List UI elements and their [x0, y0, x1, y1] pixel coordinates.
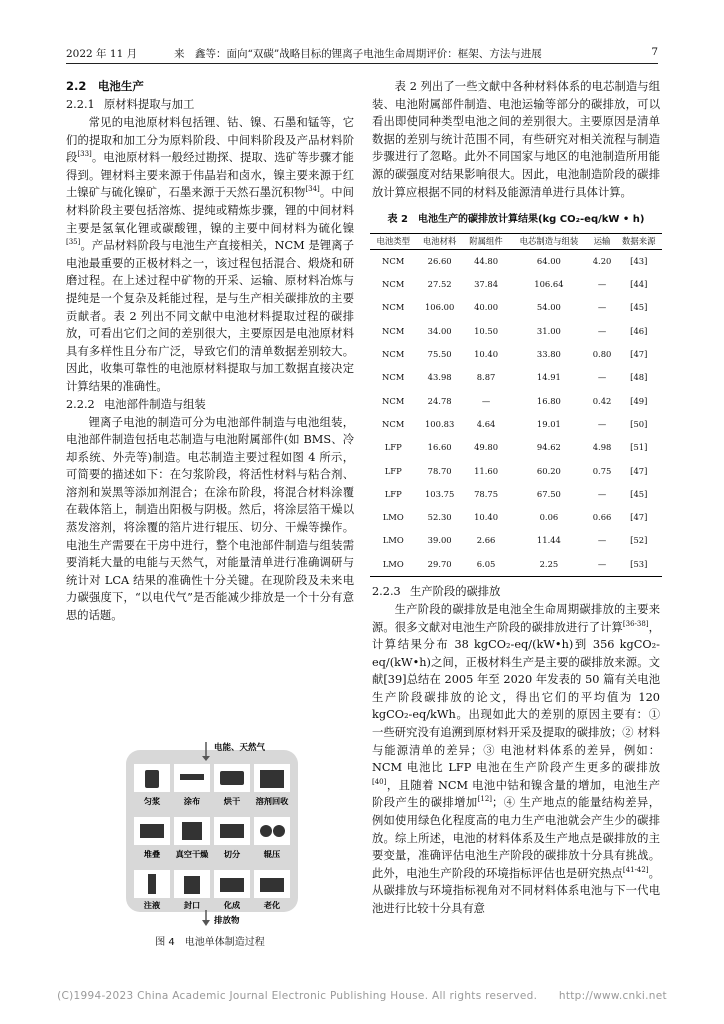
table-cell: 37.84 — [474, 279, 499, 290]
text-run: 。产品材料阶段与电池生产直接相关，NCM 是锂离子电池最重要的正极材料之一，该过程包括混合、煅烧和研磨过程。在上述过程中矿物的开采、运输、原材料冶炼与提纯是一个复杂及耗能过程，是与生产相关碳排放的主要贡献者。表 2 列出不同文献中电池材料提取过程的碳排放，可看出它们之间的差别很大，主要原因是电池原材料具有多样性且分布广泛，导致它们的清单数据差别较大。因此，收集可靠性的电池原材料提取与加工数据直接决定计算结果的准确性。 — [66, 239, 354, 393]
coater-icon — [180, 774, 204, 780]
table-cell: NCM — [382, 302, 405, 313]
citation: [33] — [77, 150, 92, 159]
sealer-icon — [184, 876, 200, 894]
running-header — [66, 46, 658, 62]
table-cell: 0.80 — [592, 349, 612, 360]
table-cell: — — [597, 279, 607, 290]
table-cell: 24.78 — [427, 395, 452, 406]
step-label: 老化 — [263, 900, 281, 910]
subsection-heading-2 — [66, 396, 354, 414]
column-header: 电池材料 — [416, 233, 462, 249]
vacuum-oven-icon — [182, 822, 202, 840]
paragraph-raw-materials — [66, 114, 354, 396]
table-cell: [51] — [630, 442, 648, 453]
citation: [12] — [477, 795, 493, 804]
column-header: 数据来源 — [616, 233, 662, 249]
table-cell: [45] — [630, 488, 648, 499]
subsection-number-3: 2.2.3 — [372, 584, 401, 598]
table-cell: [47] — [630, 512, 648, 523]
table-cell: 0.75 — [592, 465, 612, 476]
step-label: 化成 — [223, 900, 241, 910]
section-heading — [66, 78, 354, 96]
table-cell: [45] — [630, 302, 648, 313]
table-cell: 6.05 — [463, 553, 509, 577]
table-cell: — — [597, 488, 607, 499]
step-label: 辊压 — [263, 849, 281, 859]
table-cell: 33.80 — [536, 349, 561, 360]
table-cell: 29.70 — [416, 553, 462, 577]
table-row — [370, 483, 662, 506]
table-cell: 78.70 — [427, 465, 452, 476]
table-row — [370, 343, 662, 366]
left-column — [66, 78, 354, 625]
table-row — [370, 296, 662, 319]
table-cell: 0.66 — [592, 512, 612, 523]
copyright-footer: (C)1994-2023 China Academic Journal Electronic Publishing House. All rights reserved. http://www.cnki.net — [57, 990, 667, 1002]
table-cell: — — [597, 535, 607, 546]
text-run: 。中间材料阶段主要包括溶炼、提纯或精炼步骤，锂的中间材料主要是氢氧化锂或碳酸锂，镍的主要中间材料为硫化镍 — [66, 186, 354, 235]
table-cell: 103.75 — [424, 488, 455, 499]
table-cell: NCM — [382, 325, 405, 336]
step-label: 匀浆 — [143, 796, 161, 806]
citation: [36-38] — [622, 619, 649, 628]
table-cell: 31.00 — [536, 325, 561, 336]
table-cell: [49] — [630, 395, 648, 406]
citation: [41-42] — [622, 866, 649, 875]
section-number: 2.2 — [66, 79, 87, 93]
table-cell: 54.00 — [536, 302, 561, 313]
table-row — [370, 413, 662, 436]
formation-rack-icon — [220, 878, 244, 892]
table-cell: 106.64 — [534, 279, 564, 290]
table-cell: 16.80 — [536, 395, 561, 406]
table-cell: 4.98 — [592, 442, 612, 453]
table-cell: 10.50 — [474, 325, 499, 336]
subsection-number-2: 2.2.2 — [66, 397, 95, 411]
citation: [34] — [305, 185, 320, 194]
table-cell: 34.00 — [427, 325, 452, 336]
table-cell: 0.06 — [539, 512, 559, 523]
roller-icon — [273, 825, 285, 837]
table-cell: 78.75 — [474, 488, 499, 499]
table-cell: NCM — [382, 395, 405, 406]
table-cell: 94.62 — [536, 442, 561, 453]
table-cell: 11.60 — [474, 465, 499, 476]
section-title: 电池生产 — [97, 79, 144, 93]
table-cell: 40.00 — [474, 302, 499, 313]
step-label: 烘干 — [223, 796, 241, 806]
table-cell: 43.98 — [427, 372, 452, 383]
mixer-icon — [145, 770, 159, 788]
table-cell: NCM — [382, 255, 405, 266]
paragraph-manufacturing: 锂离子电池的制造可分为电池部件制造与电池组装，电池部件制造包括电芯制造与电池附属部件(如 BMS、冷却系统、外壳等)制造。电芯制造主要过程如图 4 所示，可简要的描述如下：在匀浆阶段，将活性材料与粘合剂、溶剂和炭黑等添加剂混合；在涂布阶段，将混合材料涂覆在载体箔上，制造出阳极与阴极。然后，将涂层箔干燥以蒸发溶剂，将涂覆的箔片进行辊压、切分、干燥等操作。电池生产需要在干房中进行，整个电池部件制造与组装需要消耗大量的电能与天然气，对能量清单进行准确调研与统计对 LCA 结果的准确性十分关键。在现阶段及未来电力碳强度下，“以电代气”是否能减少排放是一个十分有意思的话题。 — [66, 415, 354, 623]
table-cell: 2.66 — [476, 535, 496, 546]
cell-manufacturing-figure — [120, 742, 302, 926]
roller-icon — [260, 825, 272, 837]
table-cell: 49.80 — [474, 442, 499, 453]
table-cell: NCM — [382, 279, 405, 290]
table-row — [370, 366, 662, 389]
text-run: ，且随着 NCM 电池中钴和镍含量的增加，电池生产阶段产生的碳排增加 — [372, 778, 660, 810]
table-cell: LFP — [384, 442, 402, 453]
table-cell: — — [589, 553, 616, 577]
column-header: 运输 — [589, 233, 616, 249]
table-row — [370, 436, 662, 459]
oven-icon — [220, 771, 244, 785]
table-cell: NCM — [382, 349, 405, 360]
paragraph-table-intro: 表 2 列出了一些文献中各种材料体系的电芯制造与组装、电池附属部件制造、电池运输等部分的碳排放，可以看出即使同种类型电池之间的差别很大。主要原因是清单数据的差别与统计范围不同，有些研究对相关流程与制造步骤进行了忽略。此外不同国家与地区的电池制造所用能源的碳强度对结果影响很大。因此，电池制造阶段的碳排放计算应根据不同的材料及能源清单进行具体计算。 — [372, 80, 660, 199]
table-cell: NCM — [382, 372, 405, 383]
table-row — [370, 320, 662, 343]
text-run: 常见的电池原材料包括锂、钴、镍、石墨和锰等，它们的提取和加工分为原料阶段、中间料阶段及产品材料阶段 — [66, 116, 354, 165]
stack-icon — [140, 824, 164, 838]
table-cell: 10.40 — [474, 349, 499, 360]
table-cell: [50] — [630, 418, 648, 429]
table-cell: 44.80 — [474, 255, 499, 266]
table-cell: NCM — [382, 418, 405, 429]
step-label: 堆叠 — [143, 849, 161, 859]
subsection-title-2: 电池部件制造与组装 — [104, 397, 206, 411]
table-cell: [46] — [630, 325, 648, 336]
table-cell: [47] — [630, 465, 648, 476]
table-cell: [47] — [630, 349, 648, 360]
filling-nozzle-icon — [148, 874, 156, 894]
step-label: 注液 — [143, 900, 161, 910]
table-row — [370, 249, 662, 273]
table-cell: — — [481, 395, 491, 406]
subsection-number-1: 2.2.1 — [66, 98, 95, 111]
output-arrowhead — [202, 920, 210, 926]
table-cell: [53] — [616, 553, 662, 577]
table-cell: — — [597, 302, 607, 313]
subsection-heading-3 — [372, 583, 660, 601]
table-caption: 表 2 电池生产的碳排放计算结果(kg CO₂-eq/kW • h) — [387, 214, 645, 226]
table-cell: [43] — [630, 255, 648, 266]
table-cell: 26.60 — [427, 255, 452, 266]
recovery-unit-icon — [260, 770, 284, 788]
text-run: ，计算结果分布 38 kgCO₂-eq/(kW•h)到 356 kgCO₂-eq/(kW•h)之间，正极材料生产是主要的碳排放来源。文献[39]总结在 2005 年至 2020 年发表的 50 篇有关电池生产阶段碳排放的论文，得出它们的平均值为 120 kgCO₂-eq/kWh。出现如此大的差别的原因主要有：① 一些研究没有追溯到原材料开采及提取的碳排放；② 材料与能源清单的差异；③ 电池材料体系的差异，例如：NCM 电池比 LFP 电池在生产阶段产生更多的碳排放 — [372, 620, 660, 775]
table-cell: 60.20 — [536, 465, 561, 476]
table-row — [370, 506, 662, 529]
table-cell: — — [597, 325, 607, 336]
table-cell: 4.64 — [476, 418, 496, 429]
step-label: 溶剂回收 — [255, 796, 289, 806]
page-number: 7 — [651, 46, 658, 58]
emissions-table — [370, 233, 662, 577]
text-run: ；④ 生产地点的能量结构差异，例如使用绿色化程度高的电力生产电池就会产生少的碳排放。综上所述，电池的材料体系及生产地点是碳排放的主要变量，准确评估电池生产阶段的碳排放十分具有挑战。此外，电池生产阶段的环境指标评估也是研究热点 — [372, 796, 660, 880]
header-date: 2022 年 11 月 — [66, 48, 138, 60]
citation: [35] — [66, 238, 81, 247]
table-cell: 2.25 — [509, 553, 588, 577]
table-cell: 75.50 — [427, 349, 452, 360]
input-label: 电能、天然气 — [214, 743, 266, 753]
table-cell: [44] — [630, 279, 648, 290]
table-cell: 67.50 — [536, 488, 561, 499]
step-label: 切分 — [223, 849, 241, 859]
header-title: 来 鑫等：面向“双碳”战略目标的锂离子电池生命周期评价：框架、方法与进展 — [174, 48, 542, 60]
slitter-icon — [220, 824, 244, 838]
table-cell: 106.00 — [424, 302, 455, 313]
step-label: 涂布 — [183, 796, 201, 806]
table-cell: 11.44 — [536, 535, 561, 546]
aging-rack-icon — [260, 878, 284, 892]
table-cell: LFP — [384, 488, 402, 499]
table-cell: 39.00 — [427, 535, 452, 546]
table-cell: LMO — [370, 553, 416, 577]
column-header: 电池类型 — [370, 233, 416, 249]
output-label: 排放物 — [214, 916, 240, 926]
step-label: 封口 — [183, 900, 201, 910]
citation: [40] — [372, 778, 387, 787]
table-row — [370, 390, 662, 413]
table-body — [370, 249, 662, 576]
step-label: 真空干燥 — [175, 849, 209, 859]
process-diagram — [120, 742, 302, 926]
table-cell: 100.83 — [424, 418, 455, 429]
table-cell: LFP — [384, 465, 402, 476]
paragraph-production-emissions — [372, 601, 660, 918]
table-row — [370, 273, 662, 296]
table-cell: 4.20 — [592, 255, 612, 266]
text-run: 。从碳排放与环境指标视角对不同材料体系电池与下一代电池进行比较十分具有意 — [372, 866, 660, 915]
header-rule — [66, 63, 658, 64]
table-header-row — [370, 233, 662, 249]
table-cell: LMO — [382, 535, 404, 546]
table-cell: 64.00 — [536, 255, 561, 266]
table-cell: 10.40 — [474, 512, 499, 523]
table-row — [370, 553, 662, 577]
table-cell: 16.60 — [427, 442, 452, 453]
table-cell: 27.52 — [427, 279, 452, 290]
figure-caption: 图 4 电池单体制造过程 — [155, 937, 265, 948]
table-cell: [52] — [630, 535, 648, 546]
table-cell: 19.01 — [536, 418, 561, 429]
table-row — [370, 529, 662, 552]
subsection-title-1: 原材料提取与加工 — [104, 98, 195, 111]
table-cell: LMO — [382, 512, 404, 523]
column-header: 附属组件 — [463, 233, 509, 249]
subsection-heading-1 — [66, 96, 354, 114]
subsection-title-3: 生产阶段的碳排放 — [410, 584, 501, 598]
column-header: 电芯制造与组装 — [509, 233, 588, 249]
table-row — [370, 459, 662, 482]
text-run: 。电池原材料一般经过勘探、提取、选矿等步骤才能得到。锂材料主要来源于伟晶岩和卤水，镍主要来源于红土镍矿与硫化镍矿，石墨来源于天然石墨沉积物 — [66, 151, 354, 200]
table-cell: 8.87 — [476, 372, 496, 383]
table-cell: — — [597, 418, 607, 429]
table-cell: 0.42 — [592, 395, 612, 406]
table-cell: 52.30 — [427, 512, 452, 523]
table-cell: 14.91 — [536, 372, 561, 383]
text-run: 生产阶段的碳排放是电池全生命周期碳排放的主要来源。很多文献对电池生产阶段的碳排放进行了计算 — [372, 602, 660, 634]
table-cell: — — [597, 372, 607, 383]
right-column — [372, 78, 660, 918]
table-cell: [48] — [630, 372, 648, 383]
